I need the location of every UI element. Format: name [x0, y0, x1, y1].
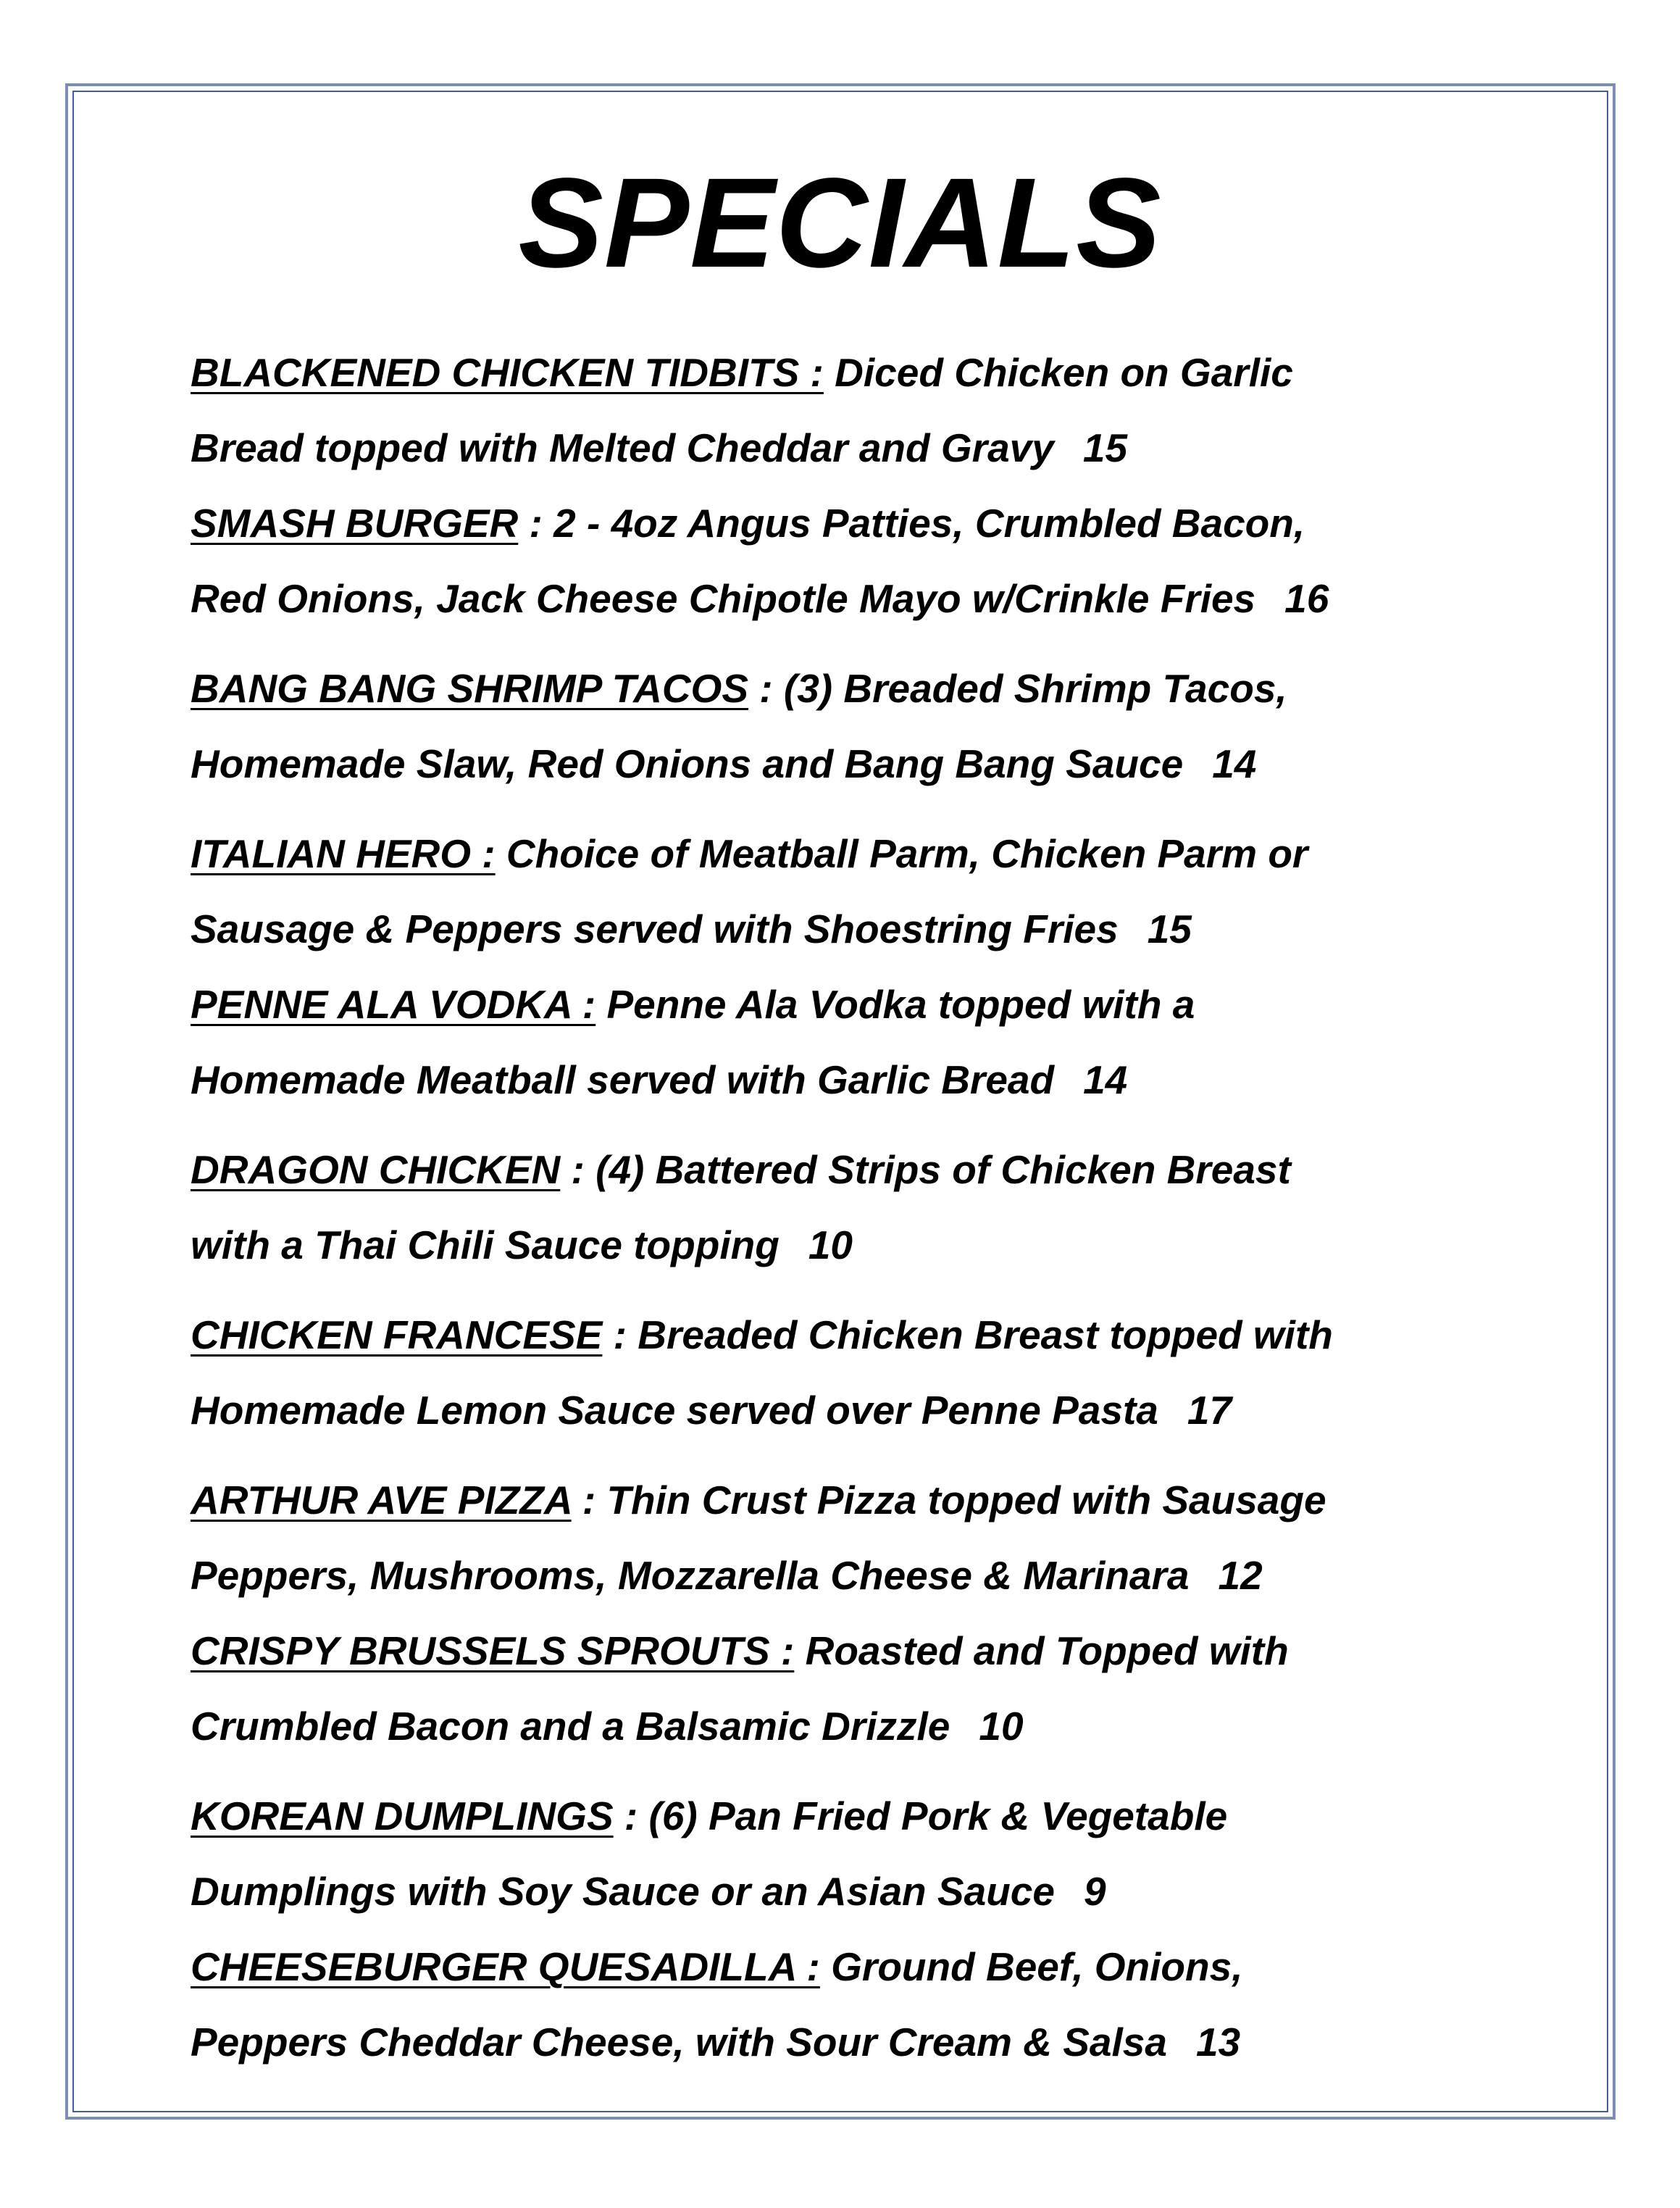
menu-item-description: Roasted and Topped with [794, 1628, 1289, 1673]
menu-item-description: Homemade Meatball served with Garlic Bread [191, 1057, 1055, 1102]
menu-item-description: with a Thai Chili Sauce topping [191, 1222, 780, 1267]
menu-item-name: ARTHUR AVE PIZZA [191, 1478, 572, 1522]
menu-item-name: CHEESEBURGER QUESADILLA : [191, 1944, 820, 1989]
menu-item-description: : (4) Battered Strips of Chicken Breast [560, 1147, 1291, 1192]
menu-item-price: 14 [1212, 741, 1257, 786]
menu-item-name: ITALIAN HERO : [191, 831, 496, 876]
menu-item-description: Bread topped with Melted Cheddar and Gravy [191, 425, 1054, 470]
specials-list [191, 335, 1589, 2080]
menu-item-price: 10 [979, 1704, 1024, 1749]
menu-item-description: Penne Ala Vodka topped with a [595, 982, 1195, 1027]
menu-item-bang-bang-shrimp-tacos [191, 651, 1589, 801]
menu-item-italian-hero [191, 816, 1589, 967]
menu-item-description: : Thin Crust Pizza topped with Sausage [571, 1478, 1326, 1522]
menu-item-description: Diced Chicken on Garlic [823, 350, 1293, 395]
menu-item-crispy-brussels-sprouts [191, 1613, 1589, 1764]
menu-item-description: Homemade Slaw, Red Onions and Bang Bang Sauce [191, 741, 1184, 786]
menu-item-description: Red Onions, Jack Cheese Chipotle Mayo w/Crinkle Fries [191, 576, 1256, 621]
menu-item-price: 13 [1195, 2020, 1241, 2065]
page-title: SPECIALS [518, 152, 1162, 294]
menu-item-name: CRISPY BRUSSELS SPROUTS : [191, 1628, 795, 1673]
menu-item-price: 9 [1083, 1869, 1106, 1914]
menu-item-price: 15 [1082, 425, 1128, 470]
menu-item-arthur-ave-pizza [191, 1462, 1589, 1613]
menu-item-description: Homemade Lemon Sauce served over Penne Pasta [191, 1388, 1158, 1433]
menu-item-name: BANG BANG SHRIMP TACOS [191, 666, 748, 711]
menu-item-name: PENNE ALA VODKA : [191, 982, 596, 1027]
menu-item-price: 12 [1218, 1553, 1263, 1598]
menu-item-name: BLACKENED CHICKEN TIDBITS : [191, 350, 824, 395]
menu-item-price: 17 [1187, 1388, 1232, 1433]
menu-item-name: CHICKEN FRANCESE [191, 1312, 603, 1357]
menu-item-description: Crumbled Bacon and a Balsamic Drizzle [191, 1704, 950, 1749]
menu-item-name: DRAGON CHICKEN [191, 1147, 561, 1192]
menu-item-price: 14 [1083, 1057, 1128, 1102]
menu-item-cheeseburger-quesadilla [191, 1929, 1589, 2080]
menu-item-description: Sausage & Peppers served with Shoestring Fries [191, 907, 1119, 951]
menu-item-description: Peppers Cheddar Cheese, with Sour Cream & Salsa [191, 2020, 1167, 2065]
menu-item-description: : (3) Breaded Shrimp Tacos, [748, 666, 1287, 711]
menu-item-description: : 2 - 4oz Angus Patties, Crumbled Bacon, [518, 501, 1305, 546]
menu-item-name: SMASH BURGER [191, 501, 519, 546]
menu-item-dragon-chicken [191, 1132, 1589, 1283]
menu-item-description: : (6) Pan Fried Pork & Vegetable [613, 1794, 1228, 1838]
menu-item-description: Dumplings with Soy Sauce or an Asian Sauce [191, 1869, 1055, 1914]
menu-item-price: 15 [1147, 907, 1192, 951]
menu-item-smash-burger [191, 486, 1589, 636]
menu-item-name: KOREAN DUMPLINGS [191, 1794, 614, 1838]
menu-item-blackened-chicken-tidbits [191, 335, 1589, 486]
menu-item-korean-dumplings [191, 1778, 1589, 1929]
menu-item-description: Peppers, Mushrooms, Mozzarella Cheese & Marinara [191, 1553, 1190, 1598]
menu-item-description: : Breaded Chicken Breast topped with [602, 1312, 1333, 1357]
menu-item-description: Choice of Meatball Parm, Chicken Parm or [495, 831, 1308, 876]
menu-item-price: 10 [808, 1222, 853, 1267]
menu-item-chicken-francese [191, 1297, 1589, 1448]
menu-item-price: 16 [1284, 576, 1329, 621]
menu-item-description: Ground Beef, Onions, [819, 1944, 1243, 1989]
menu-item-penne-ala-vodka [191, 967, 1589, 1117]
